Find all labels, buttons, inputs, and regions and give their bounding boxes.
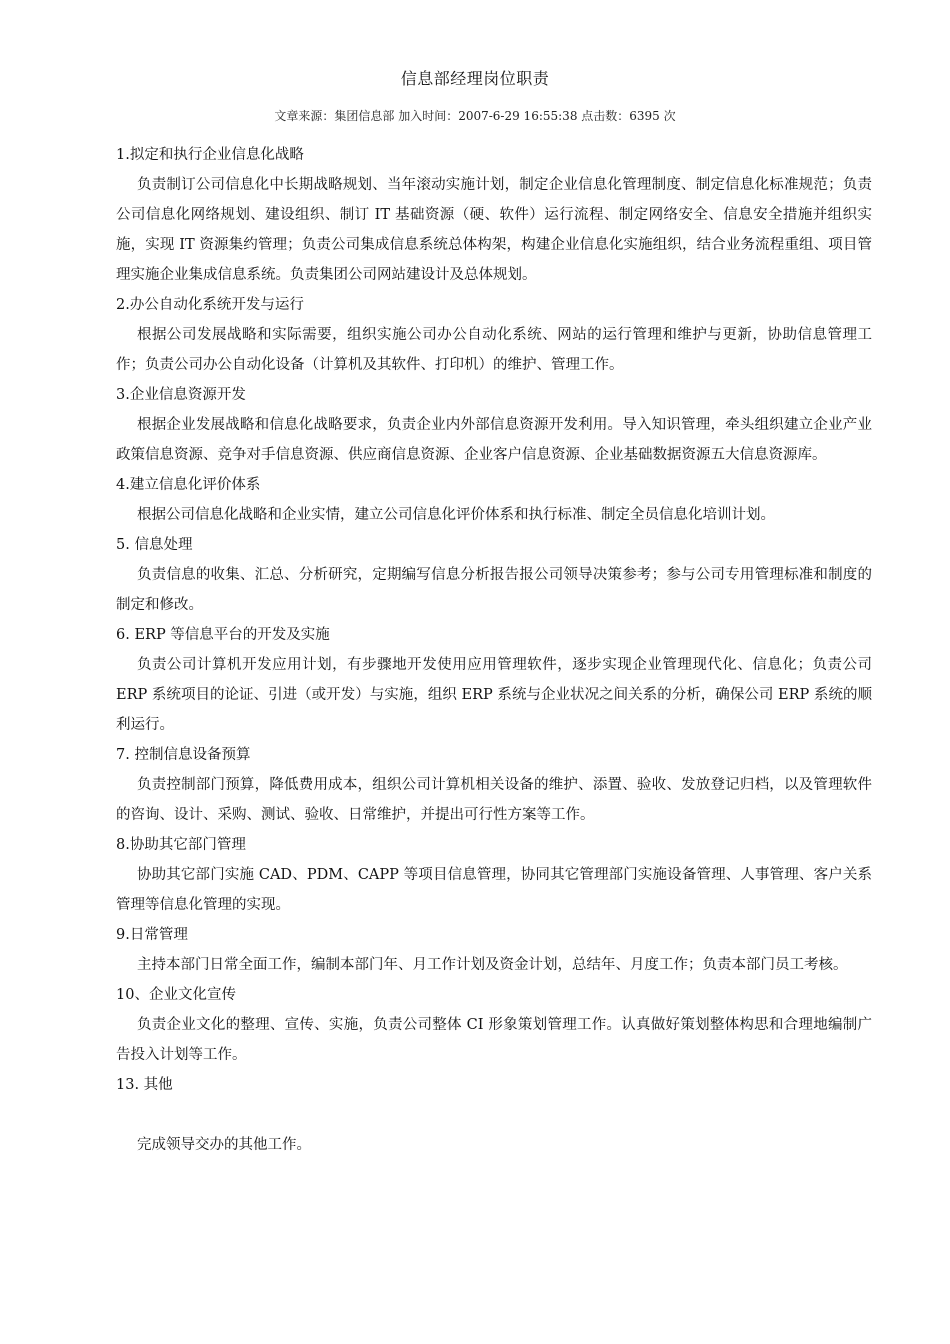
article-meta: 文章来源：集团信息部 加入时间：2007-6-29 16:55:38 点击数：6395 次 [274,109,676,123]
section-heading: 7. 控制信息设备预算 [116,747,251,763]
section-6 [116,620,872,740]
section-heading: 5. 信息处理 [116,537,193,553]
section-2 [116,290,872,380]
section-paragraph: 根据企业发展战略和信息化战略要求，负责企业内外部信息资源开发利用。导入知识管理，牵头组织建立企业产业政策信息资源、竞争对手信息资源、供应商信息资源、企业客户信息资源、企业基础数据资源五大信息资源库。 [116,417,872,463]
section-8 [116,830,872,920]
section-paragraph: 负责控制部门预算，降低费用成本，组织公司计算机相关设备的维护、添置、验收、发放登记归档，以及管理软件的咨询、设计、采购、测试、验收、日常维护，并提出可行性方案等工作。 [116,777,872,823]
section-5 [116,530,872,620]
section-heading: 4.建立信息化评价体系 [116,477,261,493]
section-heading: 1.拟定和执行企业信息化战略 [116,147,304,163]
section-13 [116,1070,872,1160]
section-3 [116,380,872,470]
section-paragraph: 根据公司发展战略和实际需要，组织实施公司办公自动化系统、网站的运行管理和维护与更新，协助信息管理工作；负责公司办公自动化设备（计算机及其软件、打印机）的维护、管理工作。 [116,327,872,373]
document-title: 信息部经理岗位职责 [400,69,550,88]
section-heading: 2.办公自动化系统开发与运行 [116,297,304,313]
section-4 [116,470,872,530]
section-heading: 13. 其他 [116,1077,173,1093]
section-1 [116,140,872,290]
section-paragraph: 负责信息的收集、汇总、分析研究，定期编写信息分析报告报公司领导决策参考；参与公司专用管理标准和制度的制定和修改。 [116,567,872,613]
section-paragraph: 负责公司计算机开发应用计划，有步骤地开发使用应用管理软件，逐步实现企业管理现代化、信息化；负责公司 ERP 系统项目的论证、引进（或开发）与实施，组织 ERP 系统与企业状况之间关系的分析，确保公司 ERP 系统的顺利运行。 [116,657,872,733]
section-heading: 3.企业信息资源开发 [116,387,246,403]
section-7 [116,740,872,830]
section-paragraph: 完成领导交办的其他工作。 [137,1137,311,1153]
section-10 [116,980,872,1070]
section-paragraph: 协助其它部门实施 CAD、PDM、CAPP 等项目信息管理，协同其它管理部门实施设备管理、人事管理、客户关系管理等信息化管理的实现。 [116,867,872,913]
section-heading: 8.协助其它部门管理 [116,837,246,853]
section-heading: 9.日常管理 [116,927,188,943]
section-heading: 6. ERP 等信息平台的开发及实施 [116,627,330,643]
section-paragraph: 主持本部门日常全面工作，编制本部门年、月工作计划及资金计划，总结年、月度工作；负责本部门员工考核。 [137,957,848,973]
section-heading: 10、企业文化宣传 [116,987,236,1003]
section-paragraph: 根据公司信息化战略和企业实情，建立公司信息化评价体系和执行标准、制定全员信息化培训计划。 [137,507,775,523]
section-9 [116,920,872,980]
section-paragraph: 负责制订公司信息化中长期战略规划、当年滚动实施计划，制定企业信息化管理制度、制定信息化标准规范；负责公司信息化网络规划、建设组织、制订 IT 基础资源（硬、软件）运行流程、制定网络安全、信息安全措施并组织实施，实现 IT 资源集约管理；负责公司集成信息系统总体构架，构建企业信息化实施组织，结合业务流程重组、项目管理实施企业集成信息系统。负责集团公司网站建设计及总体规划。 [116,177,872,283]
document-body [116,140,872,1175]
section-paragraph: 负责企业文化的整理、宣传、实施，负责公司整体 CI 形象策划管理工作。认真做好策划整体构思和合理地编制广告投入计划等工作。 [116,1017,872,1063]
